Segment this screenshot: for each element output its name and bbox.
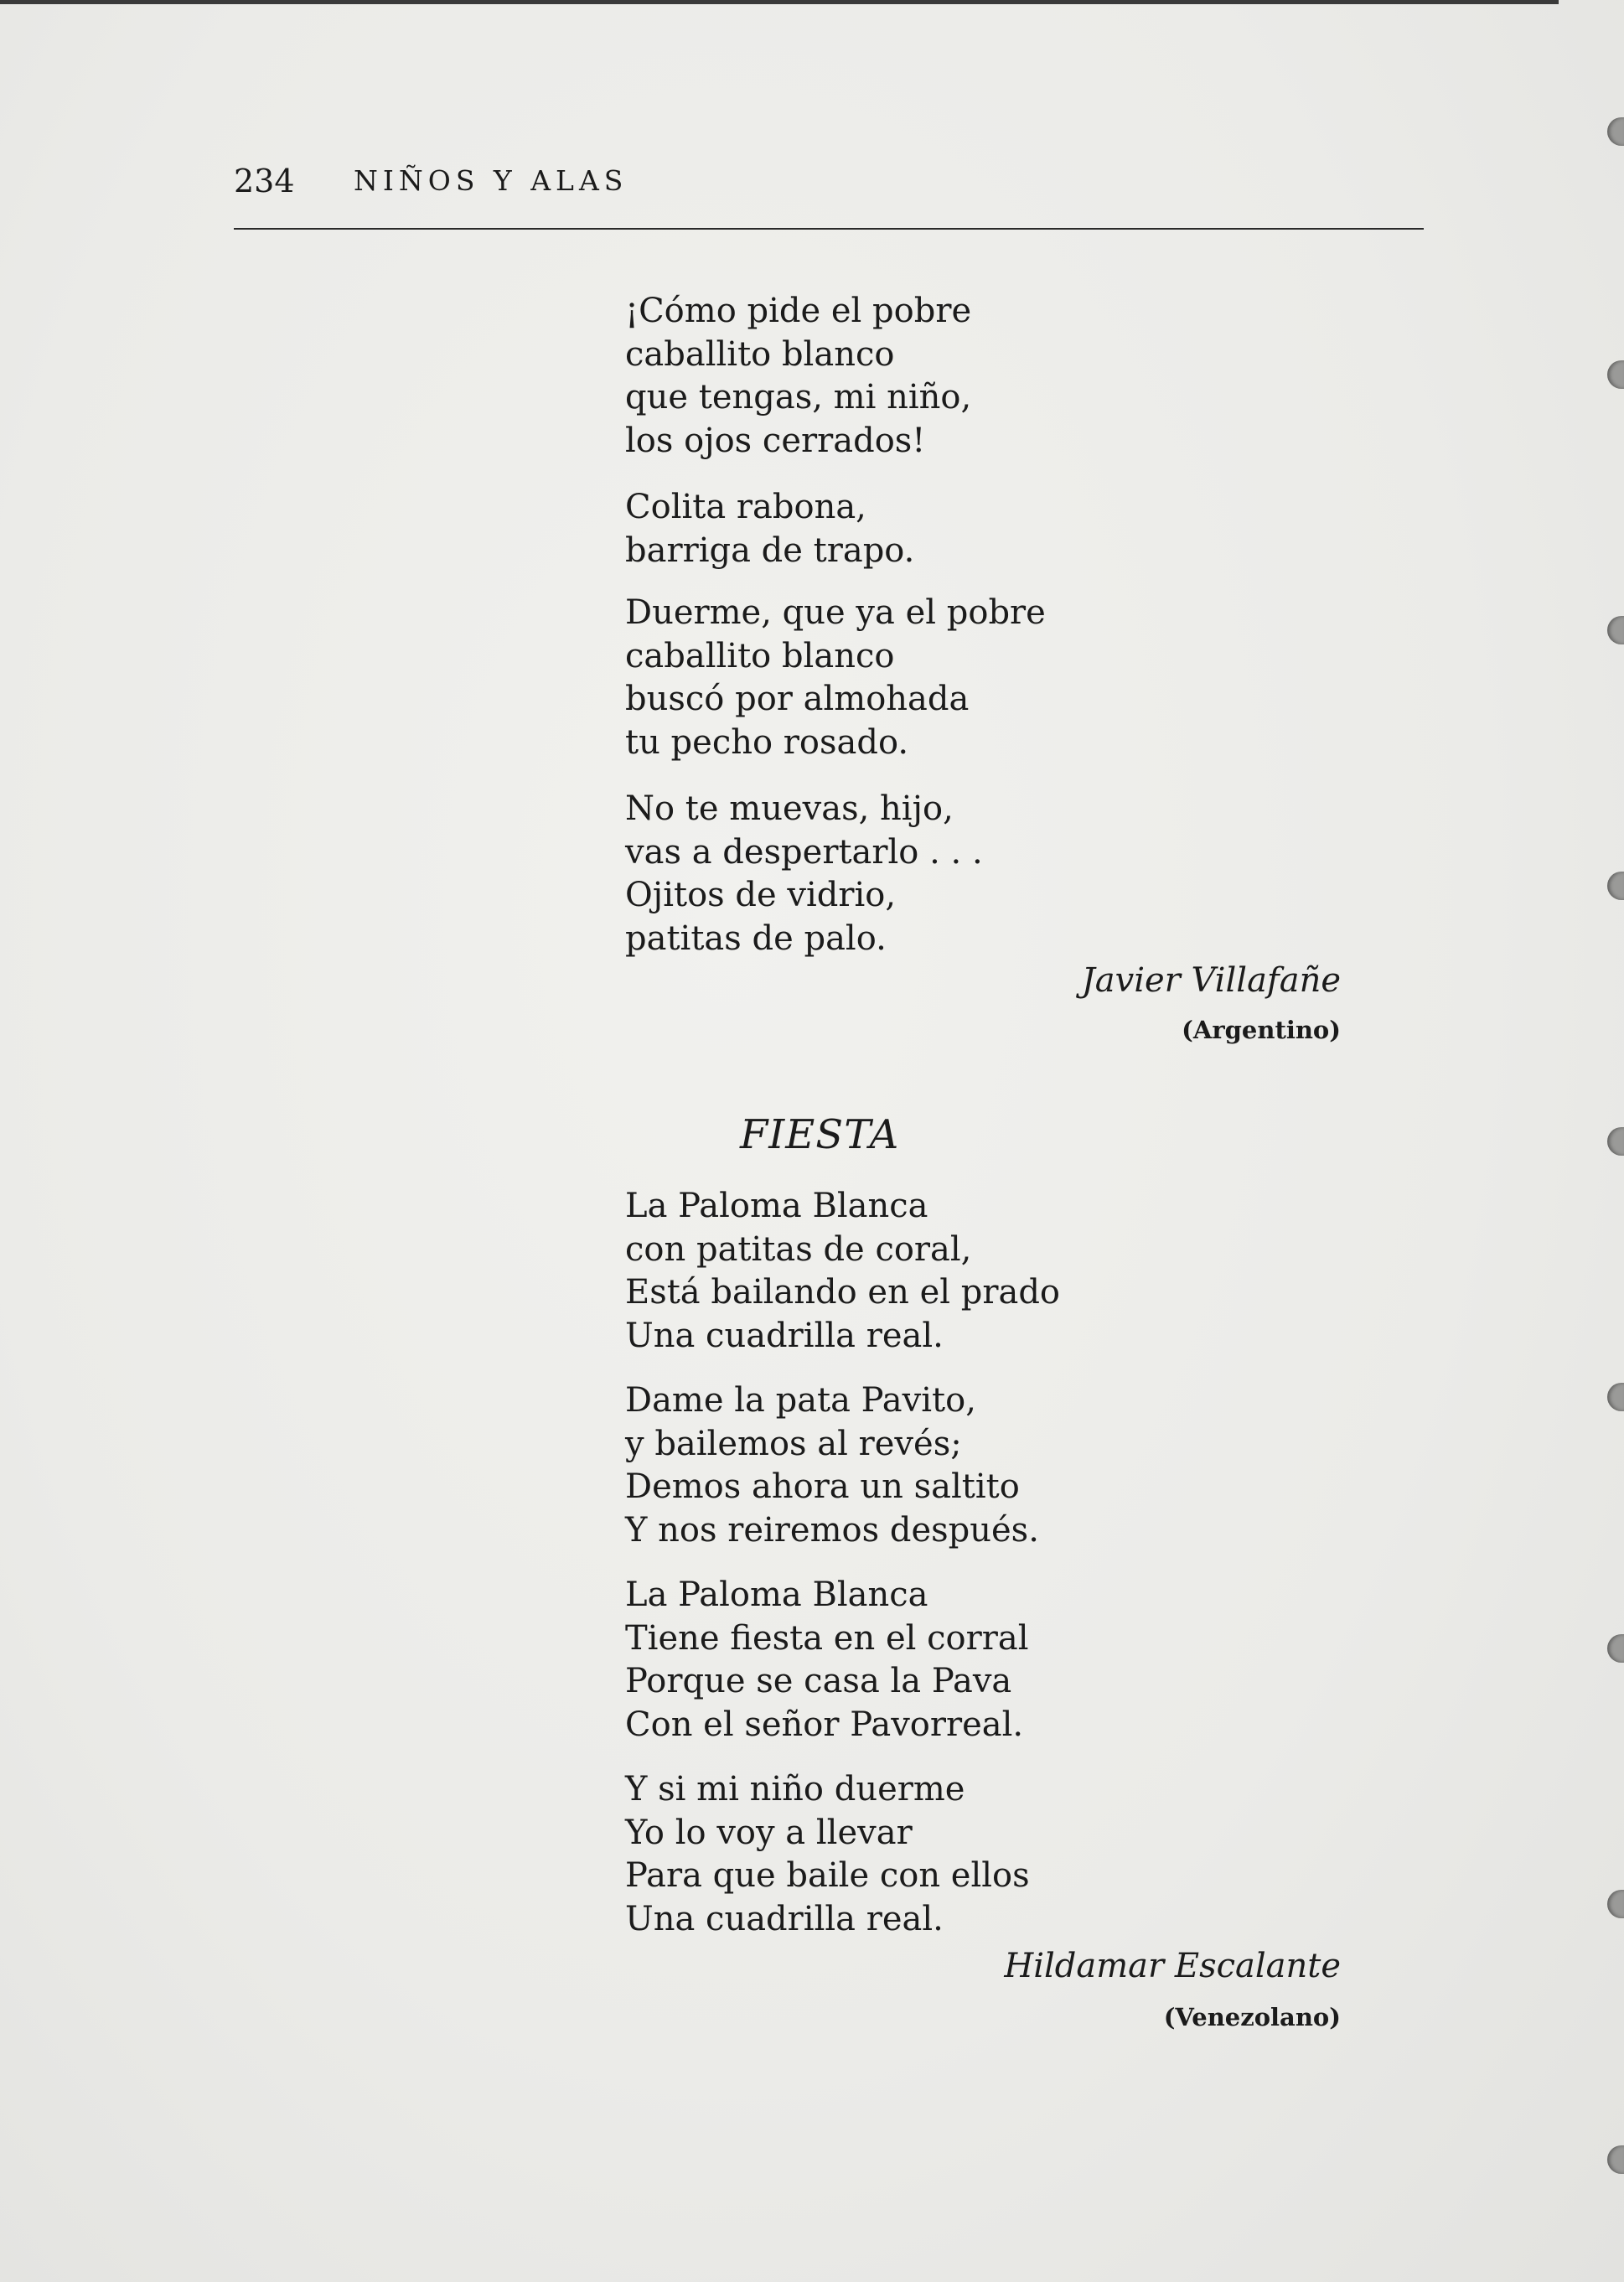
poem-fiesta-stanza-2 (625, 1379, 1228, 1552)
binder-hole (1607, 616, 1624, 644)
poem-line: Con el señor Pavorreal. (625, 1705, 1024, 1744)
poem-caballito-stanza-3 (625, 592, 1228, 764)
poem-fiesta-stanza-4 (625, 1768, 1228, 1941)
poem-line: barriga de trapo. (625, 530, 915, 570)
poem-line: Dame la pata Pavito, (625, 1381, 976, 1420)
stanza (625, 1185, 1228, 1358)
poem-line: No te muevas, hijo, (625, 789, 954, 828)
stanza (625, 592, 1228, 764)
poem-caballito-stanza-4 (625, 788, 1228, 960)
poem-line: Duerme, que ya el pobre (625, 593, 1046, 632)
poem-title: FIESTA (740, 1111, 900, 1158)
page-top-edge (0, 0, 1559, 4)
poem-line: La Paloma Blanca (625, 1187, 928, 1225)
binder-hole (1607, 1127, 1624, 1156)
poem-fiesta-stanza-3 (625, 1574, 1228, 1746)
author-nationality: (Venezolano) (1163, 2003, 1341, 2031)
poem-line: tu pecho rosado. (625, 722, 909, 762)
poem-line: Ojitos de vidrio, (625, 876, 897, 914)
poem-line: ¡Cómo pide el pobre (625, 292, 972, 330)
poem-caballito-stanza-2 (625, 486, 1228, 572)
poem-line: Colita rabona, (625, 488, 866, 526)
poem-line: Porque se casa la Pava (625, 1662, 1012, 1700)
stanza (625, 290, 1228, 463)
poem-line: que tengas, mi niño, (625, 378, 972, 417)
poem-line: vas a despertarlo . . . (625, 832, 983, 872)
poem-line: caballito blanco (625, 636, 895, 675)
poem-line: Y si mi niño duerme (625, 1770, 965, 1809)
stanza (625, 1379, 1228, 1552)
binder-hole (1607, 1890, 1624, 1918)
binder-hole (1607, 2145, 1624, 2174)
poem-fiesta-stanza-1 (625, 1185, 1228, 1358)
poem-line: Tiene fiesta en el corral (625, 1618, 1029, 1658)
author-nationality: (Argentino) (1182, 1016, 1341, 1044)
page-header (234, 164, 1424, 198)
stanza (625, 1768, 1228, 1941)
running-title: NIÑOS Y ALAS (354, 164, 628, 197)
poem-line: buscó por almohada (625, 680, 970, 718)
stanza (625, 486, 1228, 572)
poem-line: caballito blanco (625, 334, 895, 374)
poem-author: Javier Villafañe (1081, 961, 1341, 1000)
poem-line: Demos ahora un saltito (625, 1467, 1020, 1506)
poem-caballito (625, 290, 1228, 463)
binder-hole (1607, 872, 1624, 900)
page-number: 234 (234, 163, 295, 199)
stanza (625, 788, 1228, 960)
poem-line: Para que baile con ellos (625, 1856, 1030, 1895)
binder-hole (1607, 117, 1624, 146)
binder-hole (1607, 1634, 1624, 1663)
binder-hole (1607, 1383, 1624, 1411)
binder-hole (1607, 360, 1624, 389)
poem-line: La Paloma Blanca (625, 1576, 928, 1614)
poem-line: Una cuadrilla real. (625, 1899, 944, 1938)
poem-author: Hildamar Escalante (1004, 1947, 1341, 1985)
header-rule (234, 228, 1424, 230)
poem-line: los ojos cerrados! (625, 421, 926, 460)
poem-line: Una cuadrilla real. (625, 1316, 944, 1355)
poem-line: Está bailando en el prado (625, 1273, 1061, 1312)
poem-line: patitas de palo. (625, 918, 887, 958)
poem-line: con patitas de coral, (625, 1229, 972, 1269)
poem-line: Y nos reiremos después. (625, 1510, 1039, 1550)
poem-line: Yo lo voy a llevar (625, 1813, 913, 1852)
stanza (625, 1574, 1228, 1746)
poem-line: y bailemos al revés; (625, 1424, 962, 1463)
